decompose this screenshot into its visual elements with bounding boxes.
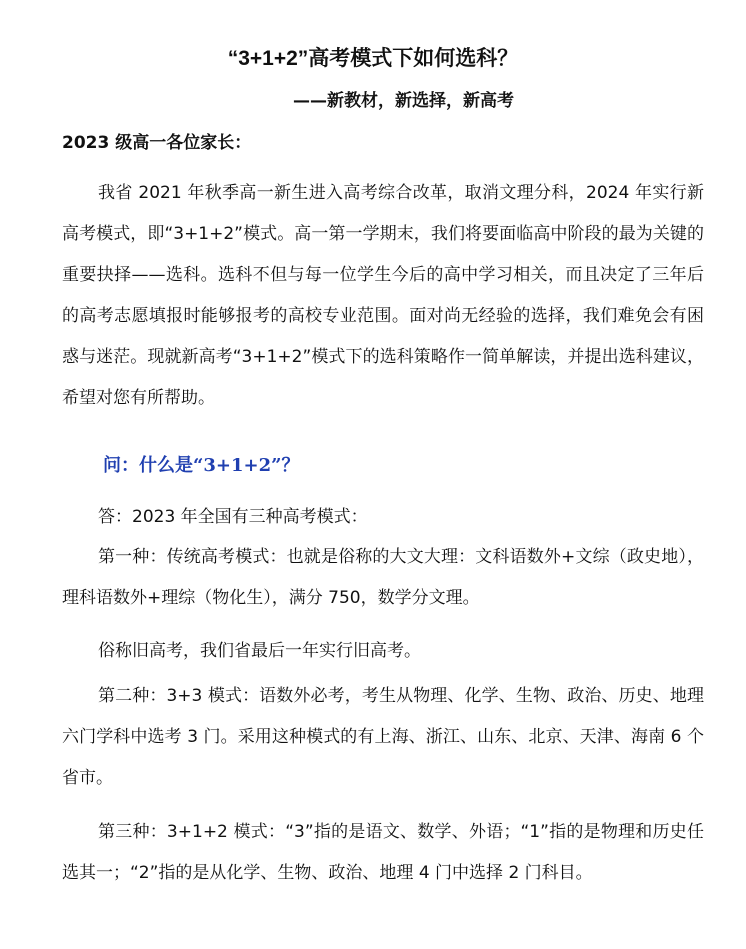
old-exam-paragraph: 俗称旧高考，我们省最后一年实行旧高考。 xyxy=(98,641,421,661)
answer-paragraph: 答：2023 年全国有三种高考模式： xyxy=(98,507,368,527)
intro-paragraph: 我省 2021 年秋季高一新生进入高考综合改革，取消文理分科，2024 年实行新高考模式，即“3+1+2”模式。高一第一学期末，我们将要面临高中阶段的最为关键的重要抉择——选科。选科不但与每一位学生今后的高中学习相关，而且决定了三年后的高考志愿填报时能够报考的高校专业范围。面对尚无经验的选择，我们难免会有困惑与迷茫。现就新高考“3+1+2”模式下的选科策略作一简单解读，并提出选科建议，希望对您有所帮助。 xyxy=(62,183,704,408)
first-mode-paragraph: 第一种：传统高考模式：也就是俗称的大文大理：文科语数外+文综（政史地），理科语数外+理综（物化生），满分 750，数学分文理。 xyxy=(62,547,704,608)
greeting: 2023 级高一各位家长： xyxy=(62,133,252,153)
document-title: “3+1+2”高考模式下如何选科？ xyxy=(227,47,519,70)
third-mode-paragraph: 第三种：3+1+2 模式：“3”指的是语文、数学、外语；“1”指的是物理和历史任选其一；“2”指的是从化学、生物、政治、地理 4 门中选择 2 门科目。 xyxy=(62,822,704,883)
document-subtitle: ——新教材，新选择，新高考 xyxy=(293,91,514,111)
question-heading: 问：什么是“3+1+2”？ xyxy=(103,455,300,476)
second-mode-paragraph: 第二种：3+3 模式：语数外必考，考生从物理、化学、生物、政治、历史、地理六门学科中选考 3 门。采用这种模式的有上海、浙江、山东、北京、天津、海南 6 个省市。 xyxy=(62,686,704,788)
